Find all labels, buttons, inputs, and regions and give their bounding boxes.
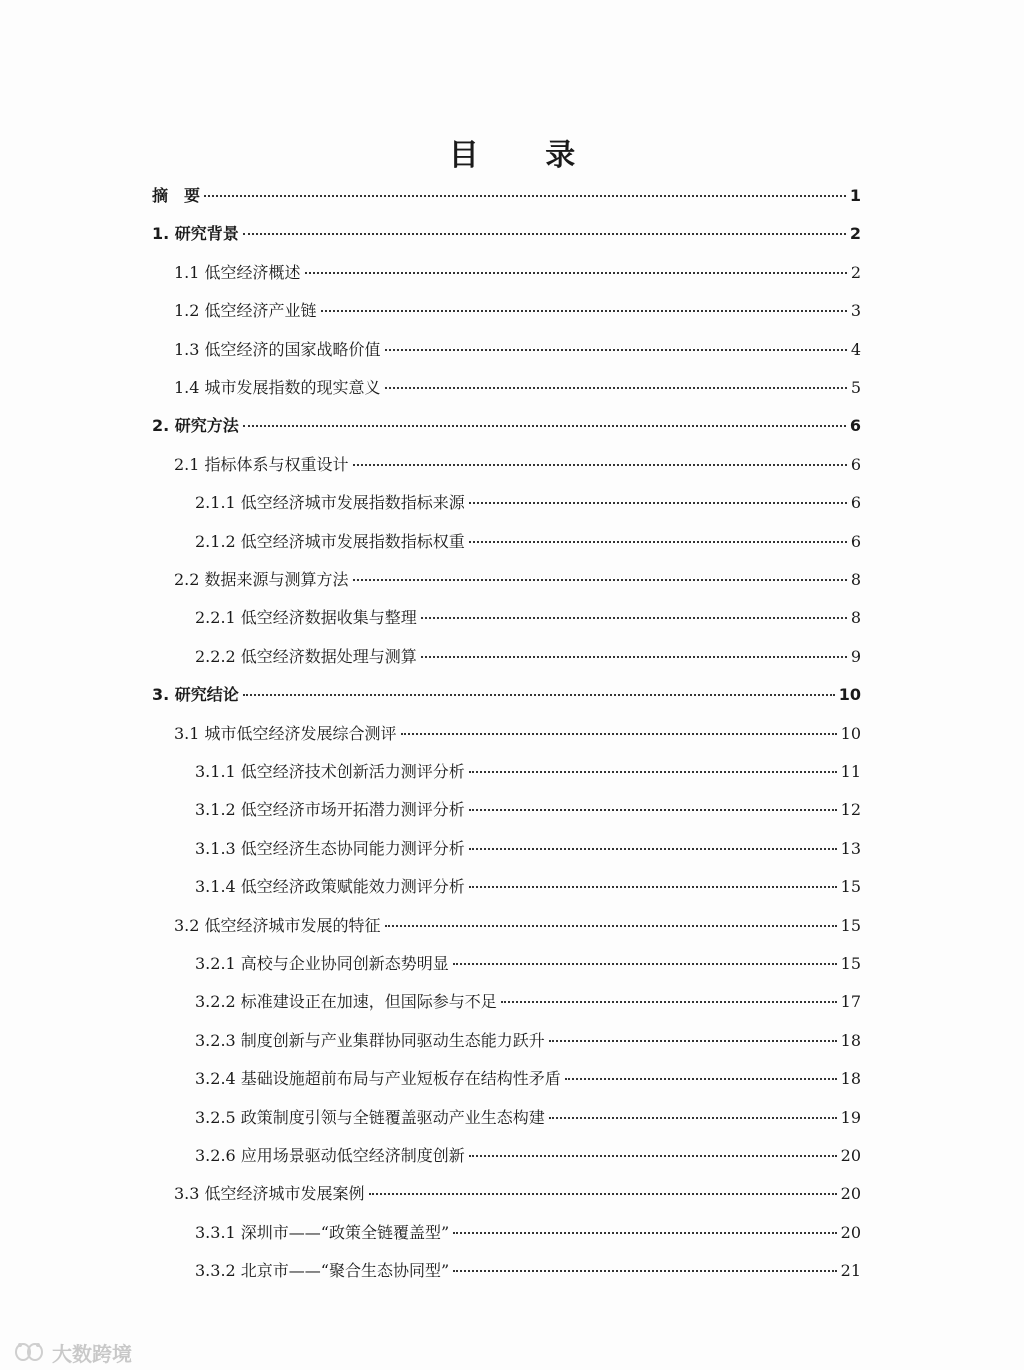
toc-entry[interactable] — [195, 949, 861, 979]
dot-leader — [549, 1039, 837, 1042]
toc-page-number: 2 — [850, 262, 861, 282]
toc-page-number: 5 — [850, 378, 861, 397]
toc-page-number: 19 — [840, 1107, 861, 1127]
toc-entry-label: 3.3 低空经济城市发展案例 — [174, 1184, 365, 1204]
dot-leader — [353, 463, 847, 466]
toc-entry-label: 2.2.1 低空经济数据收集与整理 — [195, 608, 417, 628]
dot-leader — [469, 770, 837, 773]
toc-entry[interactable] — [174, 1179, 861, 1209]
toc-entry[interactable] — [195, 527, 861, 557]
toc-page-number: 15 — [840, 877, 861, 897]
toc-entry[interactable] — [195, 1256, 861, 1286]
dot-leader — [453, 1231, 836, 1234]
toc-page-number: 2 — [849, 224, 861, 244]
toc-entry[interactable] — [152, 219, 861, 249]
paw-logo-icon — [14, 1341, 46, 1363]
toc-entry[interactable] — [195, 795, 861, 825]
toc-page-number: 9 — [850, 646, 861, 666]
toc-entry[interactable] — [195, 1064, 861, 1094]
toc-entry-label: 3.2.4 基础设施超前布局与产业短板存在结构性矛盾 — [195, 1069, 561, 1089]
dot-leader — [469, 847, 837, 850]
dot-leader — [385, 924, 837, 927]
toc-entry-label: 1.4 城市发展指数的现实意义 — [174, 378, 381, 397]
toc-entry-label: 3.1.2 低空经济市场开拓潜力测评分析 — [195, 800, 465, 820]
dot-leader — [321, 309, 847, 312]
dot-leader — [469, 1154, 837, 1157]
toc-page-number: 10 — [838, 685, 861, 705]
toc-entry[interactable] — [152, 680, 861, 710]
toc-page-number: 12 — [840, 800, 861, 820]
dot-leader — [353, 578, 847, 581]
toc-entry-label: 3.3.2 北京市——“聚合生态协同型” — [195, 1261, 450, 1281]
toc-entry-label: 2.2 数据来源与测算方法 — [174, 570, 349, 589]
toc-entry-label: 1. 研究背景 — [152, 224, 239, 244]
toc-title: 目 录 — [448, 138, 604, 173]
toc-page-number: 6 — [849, 416, 861, 436]
toc-entry-label: 3.2.5 政策制度引领与全链覆盖驱动产业生态构建 — [195, 1107, 545, 1127]
dot-leader — [421, 616, 847, 619]
toc-entry-label: 1.1 低空经济概述 — [174, 262, 301, 282]
toc-page-number: 6 — [850, 531, 861, 551]
toc-entry[interactable] — [174, 335, 861, 365]
dot-leader — [243, 693, 835, 696]
toc-entry-label: 2.1.2 低空经济城市发展指数指标权重 — [195, 531, 465, 551]
toc-entry-label: 3. 研究结论 — [152, 685, 239, 705]
toc-page-number: 20 — [840, 1184, 861, 1204]
toc-entry[interactable] — [195, 987, 861, 1017]
toc-entry[interactable] — [152, 181, 861, 211]
toc-page-number: 15 — [840, 915, 861, 935]
toc-entry[interactable] — [195, 757, 861, 787]
toc-entry[interactable] — [195, 1141, 861, 1171]
toc-page-number: 10 — [840, 723, 861, 743]
toc-entry-label: 2.1 指标体系与权重设计 — [174, 454, 349, 474]
toc-entry-label: 3.2.6 应用场景驱动低空经济制度创新 — [195, 1146, 465, 1165]
toc-entry[interactable] — [174, 719, 861, 749]
toc-page-number: 13 — [840, 838, 861, 858]
toc-page-number: 4 — [850, 339, 861, 359]
toc-entry[interactable] — [174, 911, 861, 941]
toc-entry-label: 3.1.1 低空经济技术创新活力测评分析 — [195, 762, 465, 781]
dot-leader — [501, 1000, 837, 1003]
toc-entry-label: 3.2.2 标准建设正在加速，但国际参与不足 — [195, 992, 497, 1012]
toc-page-number: 3 — [850, 301, 861, 321]
dot-leader — [305, 271, 847, 274]
dot-leader — [453, 962, 837, 965]
toc-entry[interactable] — [195, 1103, 861, 1133]
watermark-text: 大数跨境 — [52, 1341, 132, 1366]
toc-page-number: 18 — [840, 1030, 861, 1050]
toc-page-number: 8 — [850, 570, 861, 589]
toc-entry[interactable] — [195, 834, 861, 864]
dot-leader — [469, 501, 847, 504]
toc-entry[interactable] — [195, 1218, 861, 1248]
toc-entry-label: 3.2.1 高校与企业协同创新态势明显 — [195, 954, 449, 973]
toc-entry-label: 1.3 低空经济的国家战略价值 — [174, 339, 381, 359]
dot-leader — [565, 1077, 837, 1080]
toc-entry[interactable] — [174, 565, 861, 595]
toc-page-number: 11 — [840, 762, 861, 781]
dot-leader — [453, 1269, 836, 1272]
toc-entry-label: 3.1 城市低空经济发展综合测评 — [174, 723, 397, 743]
toc-entry[interactable] — [174, 296, 861, 326]
toc-entry[interactable] — [195, 603, 861, 633]
dot-leader — [204, 194, 846, 197]
dot-leader — [469, 808, 837, 811]
dot-leader — [243, 232, 846, 235]
dot-leader — [369, 1192, 837, 1195]
dot-leader — [469, 540, 847, 543]
toc-entry[interactable] — [195, 488, 861, 518]
dot-leader — [469, 885, 837, 888]
toc-entry-label: 2.2.2 低空经济数据处理与测算 — [195, 646, 417, 666]
toc-page-number: 1 — [849, 186, 861, 205]
toc-page-number: 17 — [840, 992, 861, 1012]
watermark — [14, 1338, 132, 1366]
toc-page-number: 6 — [850, 493, 861, 513]
dot-leader — [243, 424, 846, 427]
toc-entry-label: 2. 研究方法 — [152, 416, 239, 436]
toc-page-number: 8 — [850, 608, 861, 628]
dot-leader — [385, 348, 847, 351]
toc-page-number: 20 — [840, 1146, 861, 1165]
dot-leader — [421, 655, 847, 658]
toc-entry-label: 3.1.4 低空经济政策赋能效力测评分析 — [195, 877, 465, 897]
toc-page-number: 21 — [840, 1261, 861, 1281]
toc-entry-label: 2.1.1 低空经济城市发展指数指标来源 — [195, 493, 465, 513]
toc-entry-label: 摘 要 — [152, 186, 201, 205]
toc-entry[interactable] — [174, 258, 861, 288]
toc-entry[interactable] — [195, 872, 861, 902]
toc-entry-label: 3.2 低空经济城市发展的特征 — [174, 915, 381, 935]
toc-page-number: 6 — [850, 454, 861, 474]
toc-page-number: 15 — [840, 954, 861, 973]
toc-page-number: 18 — [840, 1069, 861, 1089]
toc-entry[interactable] — [174, 373, 861, 403]
toc-entry[interactable] — [174, 450, 861, 480]
toc-entry-label: 3.2.3 制度创新与产业集群协同驱动生态能力跃升 — [195, 1030, 545, 1050]
toc-entry-label: 3.3.1 深圳市——“政策全链覆盖型” — [195, 1222, 450, 1242]
toc-entry[interactable] — [195, 642, 861, 672]
dot-leader — [401, 732, 837, 735]
dot-leader — [549, 1116, 837, 1119]
toc-entry[interactable] — [152, 411, 861, 441]
toc-entry-label: 3.1.3 低空经济生态协同能力测评分析 — [195, 838, 465, 858]
toc-page-number: 20 — [840, 1222, 861, 1242]
toc-entry-label: 1.2 低空经济产业链 — [174, 301, 317, 321]
dot-leader — [385, 386, 847, 389]
toc-entry[interactable] — [195, 1026, 861, 1056]
